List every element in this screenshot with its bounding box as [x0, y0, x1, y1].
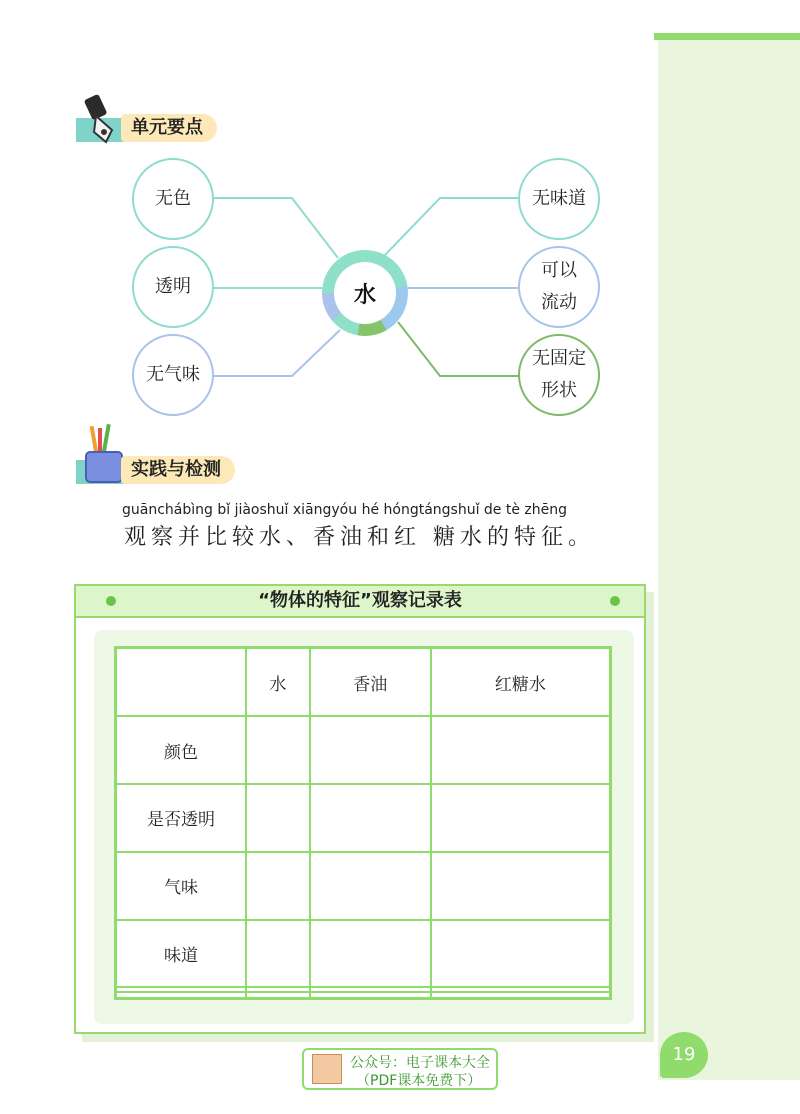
table-cell[interactable]: [246, 992, 310, 998]
mindmap-node-left-1: 无色: [132, 158, 214, 240]
node-text-line1: 可以: [541, 260, 577, 281]
table-row: [116, 716, 611, 784]
table-cell[interactable]: [246, 784, 310, 852]
dot-decoration: [106, 596, 116, 606]
node-text-line2: 形状: [541, 380, 577, 401]
table-cell[interactable]: [431, 716, 611, 784]
dot-decoration: [610, 596, 620, 606]
table-row: [116, 920, 611, 988]
observation-table: [114, 646, 612, 1000]
mindmap-node-right-2: [518, 246, 600, 328]
mindmap-connectors: [0, 0, 800, 430]
footer-badge: [302, 1048, 498, 1090]
table-cell[interactable]: [431, 992, 611, 998]
page-number: 19: [660, 1032, 708, 1078]
pinyin-line: guānchábìng bǐ jiàoshuǐ xiāngyóu hé hóngtángshuǐ de tè zhēng: [122, 502, 568, 518]
connector-wugudin: [398, 322, 520, 376]
mindmap-node-left-3: 无气味: [132, 334, 214, 416]
mindmap-node-left-2: 透明: [132, 246, 214, 328]
mindmap-node-right-1: [518, 158, 600, 240]
connector-wuqiwei: [212, 330, 340, 376]
table-cell[interactable]: [431, 852, 611, 920]
exercise-sentence: 观察并比较水、香油和红 糖水的特征。: [124, 525, 595, 550]
table-cell[interactable]: [310, 852, 431, 920]
observation-card: [74, 584, 646, 1034]
node-text: 无味道: [532, 188, 586, 209]
table-cell[interactable]: [431, 784, 611, 852]
table-cell[interactable]: [246, 716, 310, 784]
row-header: 味道: [116, 920, 247, 988]
row-header: 是否透明: [116, 784, 247, 852]
row-header: 颜色: [116, 716, 247, 784]
column-header: 水: [246, 648, 310, 717]
mindmap-node-right-3: [518, 334, 600, 416]
connector-wuweidao: [384, 198, 520, 256]
section-title: 单元要点: [121, 114, 217, 142]
table-cell[interactable]: [246, 920, 310, 988]
row-header: [116, 992, 247, 998]
table-cell[interactable]: [431, 920, 611, 988]
pencil-cup-icon: [82, 424, 126, 484]
row-header: 气味: [116, 852, 247, 920]
column-header: 香油: [310, 648, 431, 717]
node-text-line1: 无固定: [532, 348, 586, 369]
section-title: 实践与检测: [121, 456, 235, 484]
table-cell[interactable]: [310, 784, 431, 852]
table-cell[interactable]: [310, 716, 431, 784]
table-cell[interactable]: [310, 992, 431, 998]
column-header: 红糖水: [431, 648, 611, 717]
table-cell[interactable]: [246, 852, 310, 920]
footer-line2: （PDF课本免费下）: [356, 1073, 482, 1089]
table-cell[interactable]: [310, 920, 431, 988]
connector-wuse: [212, 198, 338, 258]
section-header-practice: [76, 450, 296, 490]
table-title-text: “物体的特征”观察记录表: [258, 590, 462, 611]
table-header-row: [116, 648, 611, 717]
table-corner-cell: [116, 648, 247, 717]
table-row: [116, 852, 611, 920]
table-title: [76, 586, 644, 618]
footer-line1: 公众号：电子课本大全: [350, 1055, 490, 1071]
table-row: [116, 784, 611, 852]
table-row: [116, 992, 611, 998]
mindmap-center: 水: [334, 262, 396, 324]
node-text-line2: 流动: [541, 292, 577, 313]
book-icon: [312, 1054, 342, 1084]
